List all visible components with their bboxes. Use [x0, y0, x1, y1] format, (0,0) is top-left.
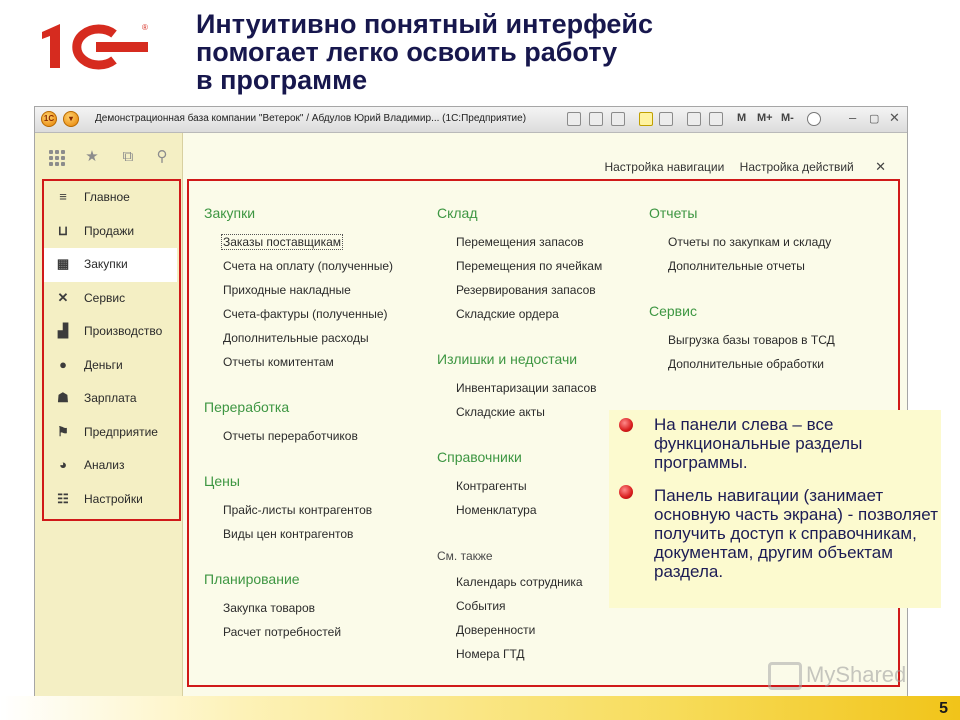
settings-list-icon: ☷ [57, 491, 69, 506]
sidebar-item-label: Производство [84, 324, 163, 338]
group-heading[interactable]: Излишки и недостачи [437, 351, 578, 367]
sidebar-item-salary[interactable] [43, 382, 177, 416]
close-window-icon[interactable]: ✕ [889, 110, 900, 125]
sidebar-item-service[interactable] [43, 282, 177, 316]
dropdown-menu-icon[interactable]: ▾ [63, 111, 79, 127]
footer-band [0, 696, 960, 720]
memory-minus-button[interactable]: M- [781, 112, 794, 124]
people-icon: ☗ [57, 390, 69, 405]
factory-icon: ▟ [58, 323, 68, 338]
sidebar-item-label: Закупки [84, 257, 128, 271]
nav-link[interactable]: Выгрузка базы товаров в ТСД [668, 333, 835, 347]
bookmark-icon[interactable] [659, 112, 673, 126]
sidebar-item-label: Продажи [84, 224, 135, 238]
calculator-icon[interactable] [687, 112, 701, 126]
slide-title [196, 10, 936, 94]
favorites-star-icon[interactable]: ★ [85, 148, 99, 165]
print-icon[interactable] [589, 112, 603, 126]
nav-link[interactable]: Номера ГТД [456, 647, 525, 661]
history-icon[interactable]: ⧉ [122, 148, 134, 165]
nav-link[interactable]: Закупка товаров [223, 601, 315, 615]
favorites-icon[interactable] [639, 112, 653, 126]
sidebar-item-main[interactable] [43, 181, 177, 215]
group-heading[interactable]: Сервис [649, 303, 697, 319]
basket-icon: ⊔ [57, 223, 69, 238]
sidebar-item-purchases[interactable] [43, 248, 177, 282]
pane-actions [592, 159, 886, 175]
sidebar-item-label: Деньги [84, 358, 123, 372]
all-functions-icon[interactable] [47, 148, 65, 166]
memory-button[interactable]: M [737, 112, 747, 124]
callout-text: Панель навигации (занимает основную часть экрана) - позволяет получить доступ к справочникам, документам, другим объектам раздела. [654, 486, 938, 581]
cart-icon: ▦ [56, 256, 70, 271]
sidebar-item-label: Главное [84, 190, 130, 204]
nav-link[interactable]: Прайс-листы контрагентов [223, 503, 373, 517]
left-stripe [0, 104, 34, 720]
tools-icon: ✕ [57, 290, 69, 305]
sections-toolbar [35, 133, 183, 179]
nav-link[interactable]: Дополнительные обработки [668, 357, 824, 371]
bullet-icon [619, 485, 633, 499]
ruble-coin-icon: ● [59, 357, 67, 372]
nav-link[interactable]: Счета-фактуры (полученные) [223, 307, 388, 321]
group-heading[interactable]: Цены [204, 473, 240, 489]
maximize-icon[interactable]: ▢ [869, 113, 880, 125]
callout-box [609, 410, 941, 608]
callout-text: На панели слева – все функциональные разделы программы. [654, 415, 863, 472]
nav-link[interactable]: Заказы поставщикам [223, 235, 342, 249]
sidebar-item-analysis[interactable] [43, 449, 177, 483]
menu-lines-icon: ≡ [59, 189, 67, 204]
pie-chart-icon: ◕ [59, 457, 67, 472]
nav-link[interactable]: Дополнительные отчеты [668, 259, 805, 273]
preview-icon[interactable] [611, 112, 625, 126]
nav-link[interactable]: Складские ордера [456, 307, 559, 321]
sidebar-item-label: Сервис [84, 291, 126, 305]
group-heading[interactable]: Справочники [437, 449, 522, 465]
sidebar-item-label: Анализ [84, 458, 125, 472]
close-icon[interactable]: ✕ [875, 159, 886, 174]
watermark-icon [768, 662, 802, 690]
nav-link[interactable]: Отчеты комитентам [223, 355, 334, 369]
nav-link[interactable]: Календарь сотрудника [456, 575, 583, 589]
nav-link[interactable]: Доверенности [456, 623, 536, 637]
sections-panel [35, 133, 183, 719]
nav-link[interactable]: Номенклатура [456, 503, 537, 517]
group-heading[interactable]: Склад [437, 205, 478, 221]
nav-link[interactable]: Дополнительные расходы [223, 331, 369, 345]
page-number: 5 [939, 700, 948, 717]
save-icon[interactable] [567, 112, 581, 126]
sidebar-item-production[interactable] [43, 315, 177, 349]
sidebar-item-settings[interactable] [43, 483, 177, 517]
sidebar-item-money[interactable] [43, 349, 177, 383]
nav-link[interactable]: Перемещения запасов [456, 235, 584, 249]
group-heading[interactable]: Отчеты [649, 205, 698, 221]
nav-link[interactable]: Перемещения по ячейкам [456, 259, 603, 273]
svg-text:®: ® [142, 23, 148, 32]
navigation-settings-link[interactable]: Настройка навигации [604, 160, 725, 174]
window-title: Демонстрационная база компании "Ветерок" / Абдулов Юрий Владимир... (1С:Предприятие) [95, 113, 527, 124]
calendar-icon[interactable] [709, 112, 723, 126]
app-menu-icon[interactable]: 1С [41, 111, 57, 127]
watermark [768, 656, 928, 692]
group-heading[interactable]: Закупки [204, 205, 256, 221]
group-heading[interactable]: Планирование [204, 571, 300, 587]
window-titlebar [35, 107, 907, 133]
minimize-icon[interactable]: – [849, 110, 857, 125]
nav-link[interactable]: Приходные накладные [223, 283, 351, 297]
nav-link[interactable]: Отчеты по закупкам и складу [668, 235, 832, 249]
sidebar-item-sales[interactable] [43, 215, 177, 249]
nav-link[interactable]: Счета на оплату (полученные) [223, 259, 393, 273]
watermark-text: MyShared [806, 662, 907, 687]
nav-link[interactable]: Складские акты [456, 405, 545, 419]
sidebar-item-label: Зарплата [84, 391, 137, 405]
action-settings-link[interactable]: Настройка действий [739, 160, 854, 174]
nav-link[interactable]: Резервирования запасов [456, 283, 596, 297]
1c-logo [38, 18, 156, 74]
sidebar-item-label: Настройки [84, 492, 143, 506]
nav-link[interactable]: Виды цен контрагентов [223, 527, 354, 541]
info-icon[interactable] [807, 112, 821, 126]
group-heading[interactable]: Переработка [204, 399, 290, 415]
slide-header [0, 0, 960, 104]
sidebar-item-enterprise[interactable] [43, 416, 177, 450]
nav-link[interactable]: Отчеты переработчиков [223, 429, 358, 443]
bullet-icon [619, 418, 633, 432]
slide-title-line: помогает легко освоить работу [196, 37, 618, 67]
sidebar-item-label: Предприятие [84, 425, 158, 439]
nav-link[interactable]: Расчет потребностей [223, 625, 342, 639]
nav-link[interactable]: Контрагенты [456, 479, 527, 493]
nav-link[interactable]: Инвентаризации запасов [456, 381, 597, 395]
slide-title-line: в программе [196, 65, 368, 95]
memory-plus-button[interactable]: M+ [757, 112, 773, 124]
slide-title-line: Интуитивно понятный интерфейс [196, 9, 654, 39]
sections-list [43, 181, 177, 521]
flag-icon: ⚑ [57, 424, 69, 439]
search-icon[interactable]: ⚲ [156, 148, 168, 165]
nav-link[interactable]: События [456, 599, 506, 613]
see-also-heading: См. также [437, 549, 493, 563]
